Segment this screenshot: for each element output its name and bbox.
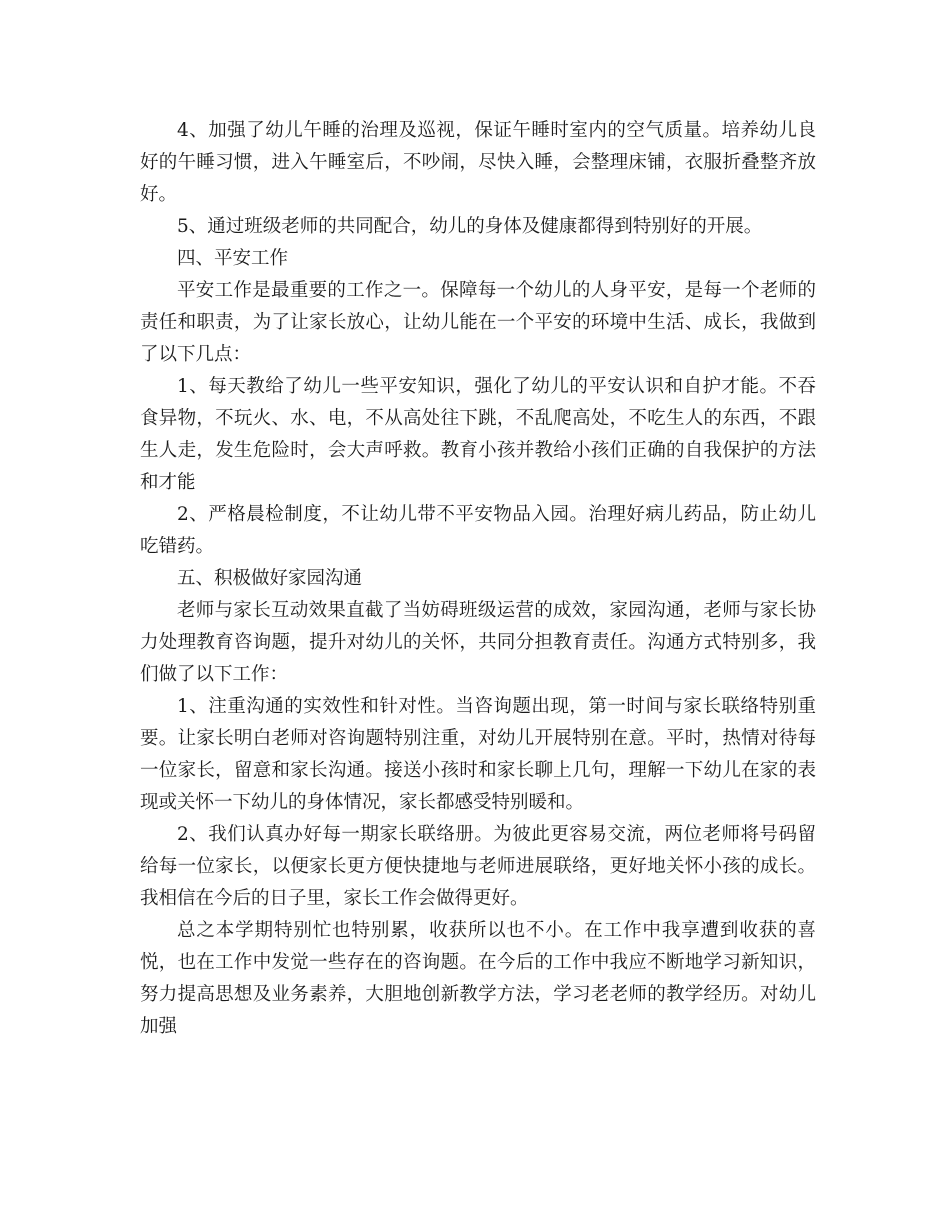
paragraph-morning-check: 2、严格晨检制度，不让幼儿带不平安物品入园。治理好病儿药品，防止幼儿吃错药。 bbox=[140, 504, 816, 557]
paragraph-safety-knowledge: 1、每天教给了幼儿一些平安知识，强化了幼儿的平安认识和自护才能。不吞食异物，不玩火、水、电，不从高处往下跳，不乱爬高处，不吃生人的东西，不跟生人走，发生危险时，会大声呼救。教育小孩并教给小孩们正确的自我保护的方法和才能 bbox=[140, 376, 816, 493]
paragraph-contact-book: 2、我们认真办好每一期家长联络册。为彼此更容易交流，两位老师将号码留给每一位家长，以便家长更方便快捷地与老师进展联络，更好地关怀小孩的成长。我相信在今后的日子里，家长工作会做得更好。 bbox=[140, 824, 816, 909]
paragraph-home-school-intro: 老师与家长互动效果直截了当妨碍班级运营的成效，家园沟通，老师与家长协力处理教育咨询题，提升对幼儿的关怀，共同分担教育责任。沟通方式特别多，我们做了以下工作： bbox=[140, 600, 816, 685]
section-heading-safety: 四、平安工作 bbox=[177, 248, 289, 269]
paragraph-nap-management: 4、加强了幼儿午睡的治理及巡视，保证午睡时室内的空气质量。培养幼儿良好的午睡习惯，进入午睡室后，不吵闹，尽快入睡，会整理床铺，衣服折叠整齐放好。 bbox=[140, 120, 816, 205]
paragraph-summary: 总之本学期特别忙也特别累，收获所以也不小。在工作中我享遭到收获的喜悦，也在工作中发觉一些存在的咨询题。在今后的工作中我应不断地学习新知识，努力提高思想及业务素养，大胆地创新教学方法，学习老老师的教学经历。对幼儿加强 bbox=[140, 920, 816, 1037]
section-heading-home-school: 五、积极做好家园沟通 bbox=[177, 568, 363, 589]
document-body bbox=[140, 115, 816, 1043]
paragraph-safety-intro: 平安工作是最重要的工作之一。保障每一个幼儿的人身平安，是每一个老师的责任和职责，为了让家长放心，让幼儿能在一个平安的环境中生活、成长，我做到了以下几点： bbox=[140, 280, 816, 365]
paragraph-health-cooperation: 5、通过班级老师的共同配合，幼儿的身体及健康都得到特别好的开展。 bbox=[177, 216, 763, 237]
paragraph-communication-effectiveness: 1、注重沟通的实效性和针对性。当咨询题出现，第一时间与家长联络特别重要。让家长明白老师对咨询题特别注重，对幼儿开展特别在意。平时，热情对待每一位家长，留意和家长沟通。接送小孩时和家长聊上几句，理解一下幼儿在家的表现或关怀一下幼儿的身体情况，家长都感受特别暖和。 bbox=[140, 696, 816, 813]
